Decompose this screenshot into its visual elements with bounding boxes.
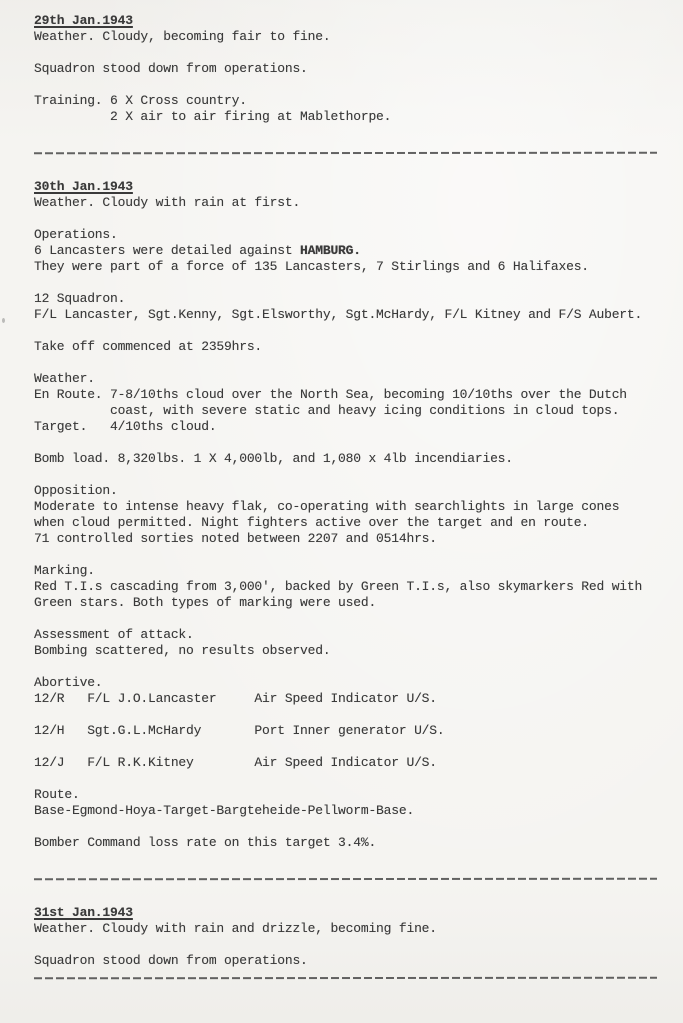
document-line — [34, 659, 659, 675]
date-heading: 30th Jan.1943 — [34, 179, 133, 194]
document-line — [34, 467, 659, 483]
document-line — [34, 611, 659, 627]
document-line — [34, 547, 659, 563]
document-line: Assessment of attack. — [34, 627, 194, 642]
document-line — [34, 211, 659, 227]
document-line: Operations. — [34, 227, 118, 242]
document-line: Marking. — [34, 563, 95, 578]
section-divider — [34, 152, 657, 155]
document-line: 12/J F/L R.K.Kitney Air Speed Indicator U/S. — [34, 755, 437, 770]
document-line: Opposition. — [34, 483, 118, 498]
section-divider — [34, 878, 657, 881]
document-line: They were part of a force of 135 Lancasters, 7 Stirlings and 6 Halifaxes. — [34, 259, 589, 274]
log-entry-section — [34, 179, 659, 851]
document-line: Weather. Cloudy, becoming fair to fine. — [34, 29, 331, 44]
document-line — [34, 45, 659, 61]
document-line: Green stars. Both types of marking were used. — [34, 595, 377, 610]
document-line — [34, 739, 659, 755]
document-line: 12/H Sgt.G.L.McHardy Port Inner generator U/S. — [34, 723, 445, 738]
document-line: Squadron stood down from operations. — [34, 61, 308, 76]
document-line: Abortive. — [34, 675, 103, 690]
document-line: En Route. 7-8/10ths cloud over the North Sea, becoming 10/10ths over the Dutch — [34, 387, 627, 402]
document-line: Take off commenced at 2359hrs. — [34, 339, 263, 354]
document-line: Route. — [34, 787, 80, 802]
document-line: 2 X air to air firing at Mablethorpe. — [34, 109, 392, 124]
log-entry-section — [34, 905, 659, 969]
section-divider — [34, 977, 657, 980]
document-line — [34, 435, 659, 451]
document-line: Training. 6 X Cross country. — [34, 93, 247, 108]
document-line — [34, 77, 659, 93]
document-line: when cloud permitted. Night fighters active over the target and en route. — [34, 515, 589, 530]
document-line: Weather. — [34, 371, 95, 386]
document-line: F/L Lancaster, Sgt.Kenny, Sgt.Elsworthy, Sgt.McHardy, F/L Kitney and F/S Aubert. — [34, 307, 643, 322]
document-line — [34, 819, 659, 835]
document-line — [34, 323, 659, 339]
scan-artifact-speck — [2, 318, 5, 323]
document-line: Squadron stood down from operations. — [34, 953, 308, 968]
log-entry-section — [34, 13, 659, 125]
document-line — [34, 937, 659, 953]
document-line: Target. 4/10ths cloud. — [34, 419, 217, 434]
document-line — [34, 707, 659, 723]
document-line: 12/R F/L J.O.Lancaster Air Speed Indicator U/S. — [34, 691, 437, 706]
date-heading: 29th Jan.1943 — [34, 13, 133, 28]
document-line: 71 controlled sorties noted between 2207 and 0514hrs. — [34, 531, 437, 546]
document-line: Weather. Cloudy with rain and drizzle, becoming fine. — [34, 921, 437, 936]
document-line: Bomb load. 8,320lbs. 1 X 4,000lb, and 1,080 x 4lb incendiaries. — [34, 451, 513, 466]
document-line: coast, with severe static and heavy icing conditions in cloud tops. — [34, 403, 620, 418]
document-line: Moderate to intense heavy flak, co-operating with searchlights in large cones — [34, 499, 620, 514]
document-line — [34, 771, 659, 787]
document-line — [34, 243, 659, 259]
document-line: Red T.I.s cascading from 3,000', backed by Green T.I.s, also skymarkers Red with — [34, 579, 643, 594]
document-line: 12 Squadron. — [34, 291, 126, 306]
document-line: Weather. Cloudy with rain at first. — [34, 195, 301, 210]
line-text: 6 Lancasters were detailed against — [34, 243, 301, 258]
date-heading: 31st Jan.1943 — [34, 905, 133, 920]
document-line — [34, 355, 659, 371]
document-line: Bomber Command loss rate on this target 3.4%. — [34, 835, 377, 850]
document-line: Bombing scattered, no results observed. — [34, 643, 331, 658]
target-name-bold: HAMBURG. — [300, 243, 361, 258]
document-line — [34, 275, 659, 291]
document-line: Base-Egmond-Hoya-Target-Bargteheide-Pellworm-Base. — [34, 803, 415, 818]
